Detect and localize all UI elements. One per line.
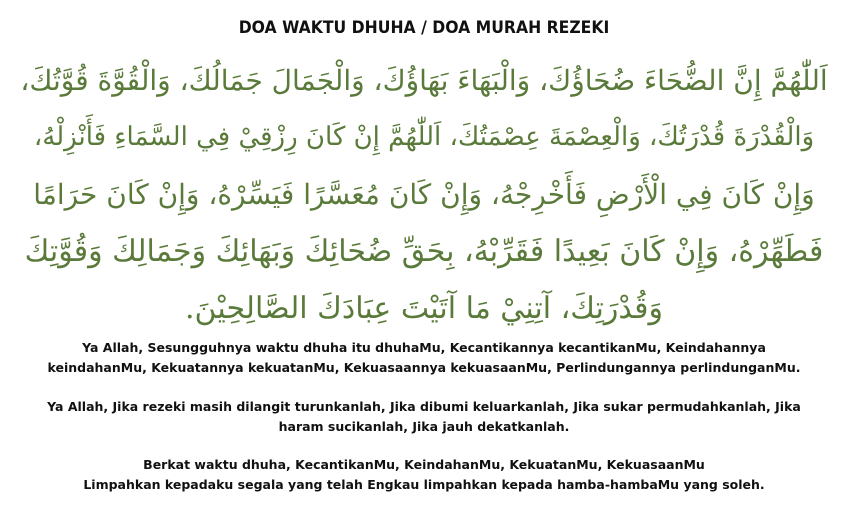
translation-paragraph-3 [0, 455, 848, 495]
translation-3-line-2: Limpahkan kepadaku segala yang telah Engkau limpahkan kepada hamba-hambaMu yang soleh. [83, 477, 765, 492]
arabic-line-3: وَإِنْ كَانَ فِي الْأَرْضِ فَأَخْرِجْهُ، وَإِنْ كَانَ مُعَسَّرًا فَيَسِّرْهُ، وَإِنْ كَانَ حَرَامًا [33, 178, 815, 211]
translation-paragraph-1 [0, 338, 848, 378]
arabic-line-4: فَطَهِّرْهُ، وَإِنْ كَانَ بَعِيدًا فَقَرِّبْهُ، بِحَقِّ ضُحَائِكَ وَبَهَائِكَ وَجَمَالِكَ وَقُوَّتِكَ [24, 234, 824, 269]
page-title: DOA WAKTU DHUHA / DOA MURAH REZEKI [238, 18, 610, 38]
translation-1-line-1: Ya Allah, Sesungguhnya waktu dhuha itu dhuhaMu, Kecantikannya kecantikanMu, Keindahannya [82, 340, 766, 355]
translation-2-line-2: haram sucikanlah, Jika jauh dekatkanlah. [278, 419, 570, 434]
translation-1-line-2: keindahanMu, Kekuatannya kekuatanMu, Kekuasaannya kekuasaanMu, Perlindungannya perlindunganMu. [47, 360, 801, 375]
translation-2-line-1: Ya Allah, Jika rezeki masih dilangit turunkanlah, Jika dibumi keluarkanlah, Jika sukar permudahkanlah, Jika [47, 399, 801, 414]
translation-paragraph-2 [0, 397, 848, 437]
arabic-line-1: اَللّٰهُمَّ إِنَّ الضُّحَاءَ ضُحَاؤُكَ، وَالْبَهَاءَ بَهَاؤُكَ، وَالْجَمَالَ جَمَالُكَ، وَالْقُوَّةَ قُوَّتُكَ، [20, 64, 828, 97]
arabic-prayer-text [20, 52, 828, 337]
arabic-line-5: وَقُدْرَتِكَ، آتِنِيْ مَا آتَيْتَ عِبَادَكَ الصَّالِحِيْنَ. [185, 291, 663, 326]
translation-3-line-1: Berkat waktu dhuha, KecantikanMu, KeindahanMu, KekuatanMu, KekuasaanMu [143, 457, 705, 472]
arabic-line-2: وَالْقُدْرَةَ قُدْرَتُكَ، وَالْعِصْمَةَ عِصْمَتُكَ، اَللّٰهُمَّ إِنْ كَانَ رِزْقِيْ فِي السَّمَاءِ فَأَنْزِلْهُ، [33, 122, 815, 152]
